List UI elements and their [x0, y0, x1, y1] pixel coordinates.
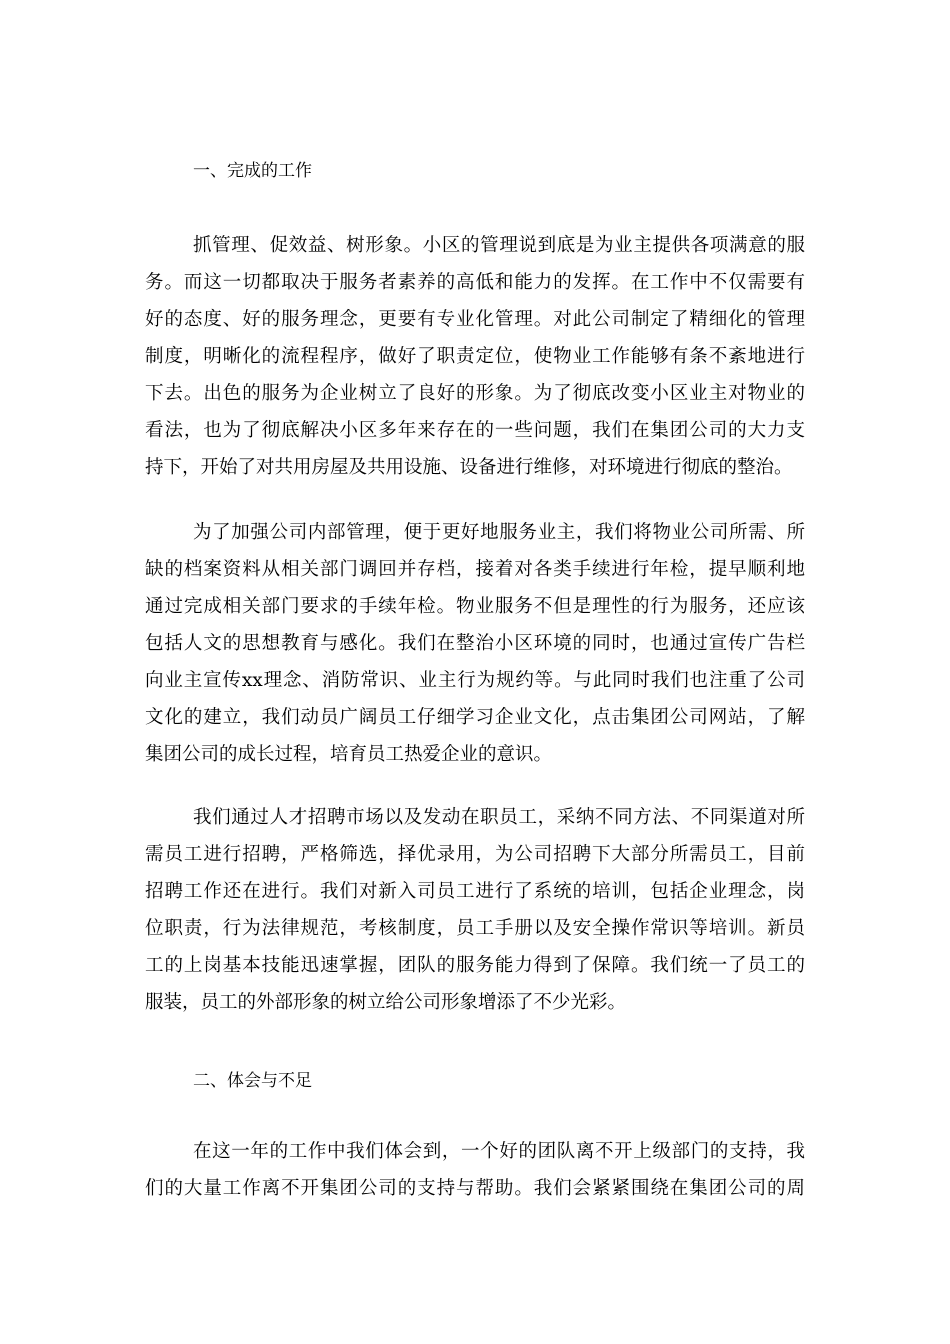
paragraph-line: 制度，明晰化的流程程序，做好了职责定位，使物业工作能够有条不紊地进行 [145, 346, 805, 367]
paragraph-line: 们的大量工作离不开集团公司的支持与帮助。我们会紧紧围绕在集团公司的周 [145, 1178, 805, 1199]
paragraph-line: 通过完成相关部门要求的手续年检。物业服务不但是理性的行为服务，还应该 [145, 596, 805, 617]
paragraph-line: 下去。出色的服务为企业树立了良好的形象。为了彻底改变小区业主对物业的 [145, 383, 805, 404]
paragraph-line: 好的态度、好的服务理念，更要有专业化管理。对此公司制定了精细化的管理 [145, 309, 805, 330]
paragraph-line: 工的上岗基本技能迅速掌握，团队的服务能力得到了保障。我们统一了员工的 [145, 955, 805, 976]
paragraph-team-support [145, 1133, 805, 1207]
paragraph-line: 在这一年的工作中我们体会到，一个好的团队离不开上级部门的支持，我 [193, 1141, 805, 1162]
paragraph-internal-management [145, 514, 805, 773]
paragraph-line: 持下，开始了对共用房屋及共用设施、设备进行维修，对环境进行彻底的整治。 [145, 457, 793, 478]
paragraph-line: 缺的档案资料从相关部门调回并存档，接着对各类手续进行年检，提早顺利地 [145, 559, 805, 580]
paragraph-recruitment [145, 799, 805, 1021]
paragraph-line: 我们通过人才招聘市场以及发动在职员工，采纳不同方法、不同渠道对所 [193, 807, 805, 828]
paragraph-line: 抓管理、促效益、树形象。小区的管理说到底是为业主提供各项满意的服 [193, 235, 805, 256]
paragraph-line: 看法，也为了彻底解决小区多年来存在的一些问题，我们在集团公司的大力支 [145, 420, 805, 441]
paragraph-line: 招聘工作还在进行。我们对新入司员工进行了系统的培训，包括企业理念，岗 [145, 881, 805, 902]
paragraph-line: 需员工进行招聘，严格筛选，择优录用，为公司招聘下大部分所需员工，目前 [145, 844, 805, 865]
section-heading-completed-work: 一、完成的工作 [193, 161, 312, 181]
paragraph-line: 文化的建立，我们动员广阔员工仔细学习企业文化，点击集团公司网站，了解 [145, 707, 805, 728]
section-heading-experience-shortcomings: 二、体会与不足 [193, 1071, 312, 1091]
paragraph-line: 务。而这一切都取决于服务者素养的高低和能力的发挥。在工作中不仅需要有 [145, 272, 805, 293]
paragraph-line: 包括人文的思想教育与感化。我们在整治小区环境的同时，也通过宣传广告栏 [145, 633, 805, 654]
paragraph-management [145, 227, 805, 486]
paragraph-line: 服装，员工的外部形象的树立给公司形象增添了不少光彩。 [145, 992, 627, 1013]
paragraph-line: 位职责，行为法律规范，考核制度，员工手册以及安全操作常识等培训。新员 [145, 918, 805, 939]
paragraph-line: 集团公司的成长过程，培育员工热爱企业的意识。 [145, 744, 553, 765]
paragraph-line: 为了加强公司内部管理，便于更好地服务业主，我们将物业公司所需、所 [193, 522, 805, 543]
paragraph-line: 向业主宣传xx理念、消防常识、业主行为规约等。与此同时我们也注重了公司 [145, 670, 805, 691]
